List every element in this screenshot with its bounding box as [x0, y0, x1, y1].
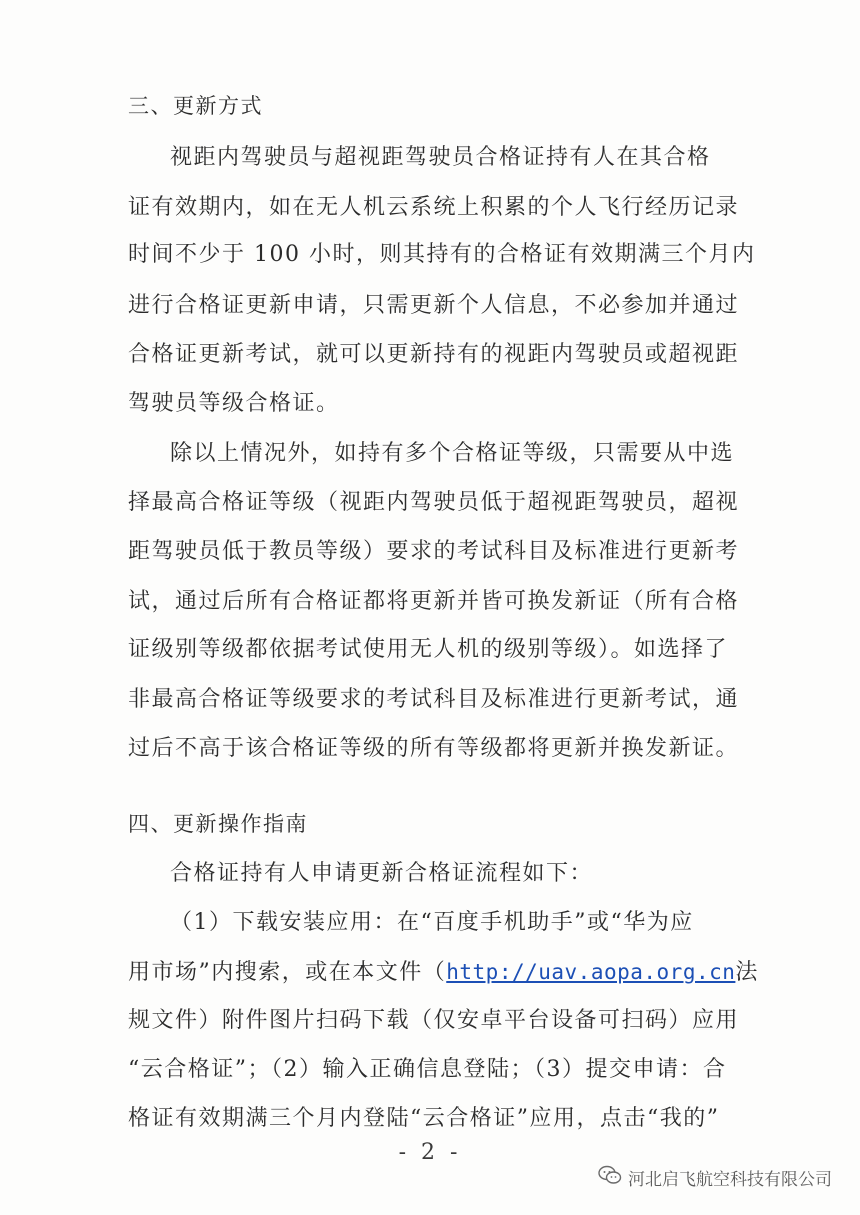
step-line: （1）下载安装应用：在“百度手机助手”或“华为应 [170, 910, 694, 935]
step-text: 法 [735, 960, 759, 985]
paragraph-line: 试，通过后所有合格证都将更新并皆可换发新证（所有合格 [128, 589, 740, 614]
wechat-icon [598, 1164, 622, 1191]
paragraph-line: 合格证更新考试，就可以更新持有的视距内驾驶员或超视距 [128, 342, 740, 367]
step-line: 规文件）附件图片扫码下载（仅安卓平台设备可扫码）应用 [128, 1008, 740, 1033]
paragraph-line: 证有效期内，如在无人机云系统上积累的个人飞行经历记录 [128, 195, 740, 220]
step-text: 用市场”内搜索，或在本文件（ [128, 960, 447, 985]
paragraph-line: 非最高合格证等级要求的考试科目及标准进行更新考试，通 [128, 687, 740, 712]
paragraph-line: 合格证持有人申请更新合格证流程如下： [170, 861, 594, 886]
paragraph-line: 择最高合格证等级（视距内驾驶员低于超视距驾驶员，超视 [128, 490, 740, 515]
step-line: 格证有效期满三个月内登陆“云合格证”应用，点击“我的” [128, 1106, 720, 1131]
paragraph-line: 过后不高于该合格证等级的所有等级都将更新并换发新证。 [128, 736, 740, 761]
paragraph-line: 时间不少于 100 小时，则其持有的合格证有效期满三个月内 [128, 242, 756, 267]
aopa-url-link[interactable]: http://uav.aopa.org.cn [446, 960, 736, 984]
paragraph-line: 驾驶员等级合格证。 [128, 391, 340, 416]
watermark [598, 1163, 832, 1191]
section-3-heading: 三、更新方式 [128, 94, 263, 118]
step-line [128, 950, 759, 994]
paragraph-line: 距驾驶员低于教员等级）要求的考试科目及标准进行更新考 [128, 539, 740, 564]
page-number: - 2 - [398, 1140, 462, 1165]
watermark-text: 河北启飞航空科技有限公司 [628, 1169, 832, 1190]
step-line: “云合格证”；（2）输入正确信息登陆；（3）提交申请：合 [128, 1057, 727, 1082]
section-4-heading: 四、更新操作指南 [128, 812, 308, 836]
paragraph-line: 证级别等级都依据考试使用无人机的级别等级）。如选择了 [128, 637, 729, 662]
paragraph-line: 除以上情况外，如持有多个合格证等级，只需要从中选 [170, 441, 735, 466]
paragraph-line: 视距内驾驶员与超视距驾驶员合格证持有人在其合格 [170, 145, 711, 170]
paragraph-line: 进行合格证更新申请，只需更新个人信息，不必参加并通过 [128, 293, 740, 318]
